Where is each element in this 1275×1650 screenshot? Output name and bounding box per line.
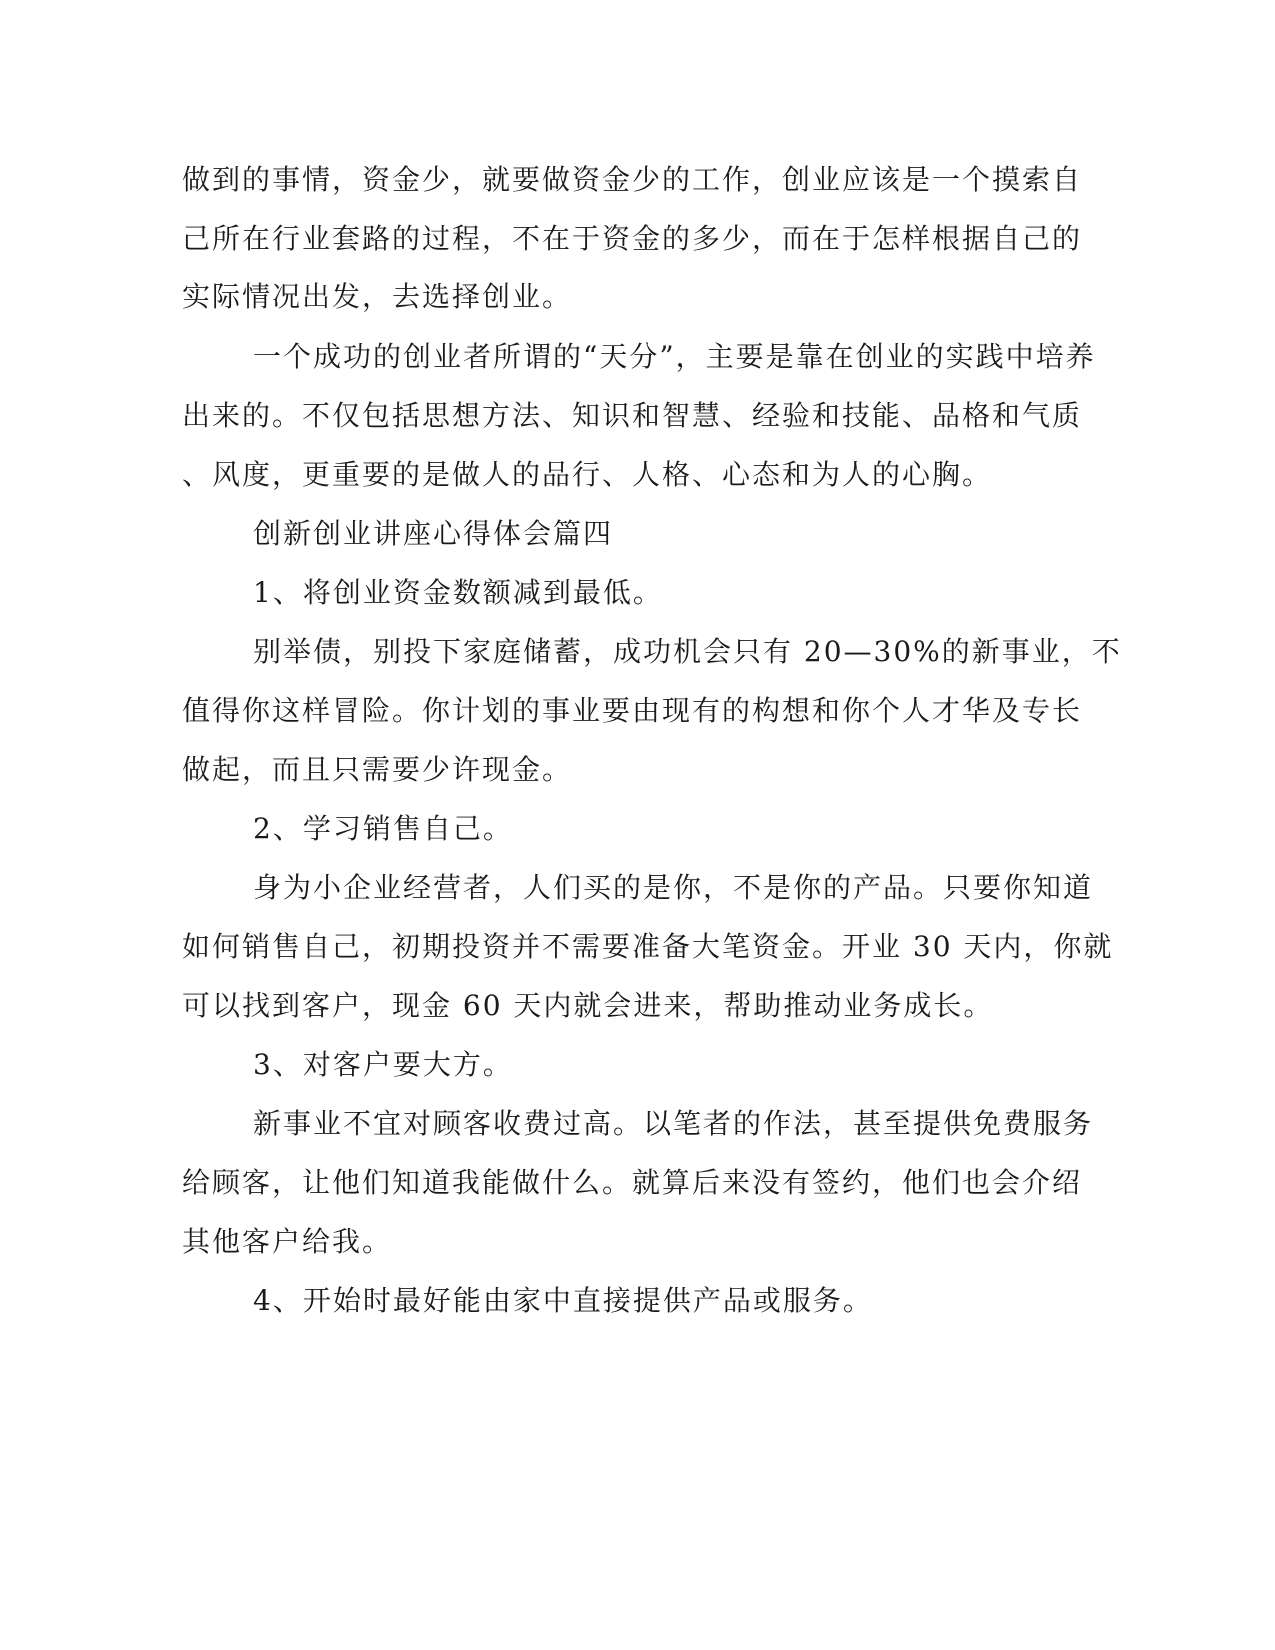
- list-item-heading: 1、将创业资金数额减到最低。: [253, 576, 663, 609]
- text-line: 身为小企业经营者，人们买的是你，不是你的产品。只要你知道: [253, 871, 1094, 904]
- text-line: 新事业不宜对顾客收费过高。以笔者的作法，甚至提供免费服务: [253, 1107, 1094, 1140]
- text-line: 别举债，别投下家庭储蓄，成功机会只有 20—30%的新事业，不: [253, 635, 1122, 668]
- text-line: 己所在行业套路的过程，不在于资金的多少，而在于怎样根据自己的: [182, 222, 1083, 255]
- text-line: 实际情况出发，去选择创业。: [182, 280, 573, 313]
- list-item-heading: 3、对客户要大方。: [253, 1048, 513, 1081]
- text-line: 如何销售自己，初期投资并不需要准备大笔资金。开业 30 天内，你就: [182, 930, 1114, 963]
- text-line: 其他客户给我。: [182, 1225, 393, 1258]
- text-line: 可以找到客户，现金 60 天内就会进来，帮助推动业务成长。: [182, 989, 994, 1022]
- list-item-heading: 2、学习销售自己。: [253, 812, 513, 845]
- text-line: 做到的事情，资金少，就要做资金少的工作，创业应该是一个摸索自: [182, 163, 1083, 196]
- text-line: 、风度，更重要的是做人的品行、人格、心态和为人的心胸。: [182, 458, 993, 491]
- text-line: 做起，而且只需要少许现金。: [182, 753, 573, 786]
- text-line: 一个成功的创业者所谓的“天分”，主要是靠在创业的实践中培养: [253, 340, 1096, 373]
- text-line: 出来的。不仅包括思想方法、知识和智慧、经验和技能、品格和气质: [182, 399, 1083, 432]
- list-item-heading: 4、开始时最好能由家中直接提供产品或服务。: [253, 1284, 873, 1317]
- section-heading: 创新创业讲座心得体会篇四: [253, 517, 614, 550]
- text-line: 值得你这样冒险。你计划的事业要由现有的构想和你个人才华及专长: [182, 694, 1083, 727]
- text-line: 给顾客，让他们知道我能做什么。就算后来没有签约，他们也会介绍: [182, 1166, 1083, 1199]
